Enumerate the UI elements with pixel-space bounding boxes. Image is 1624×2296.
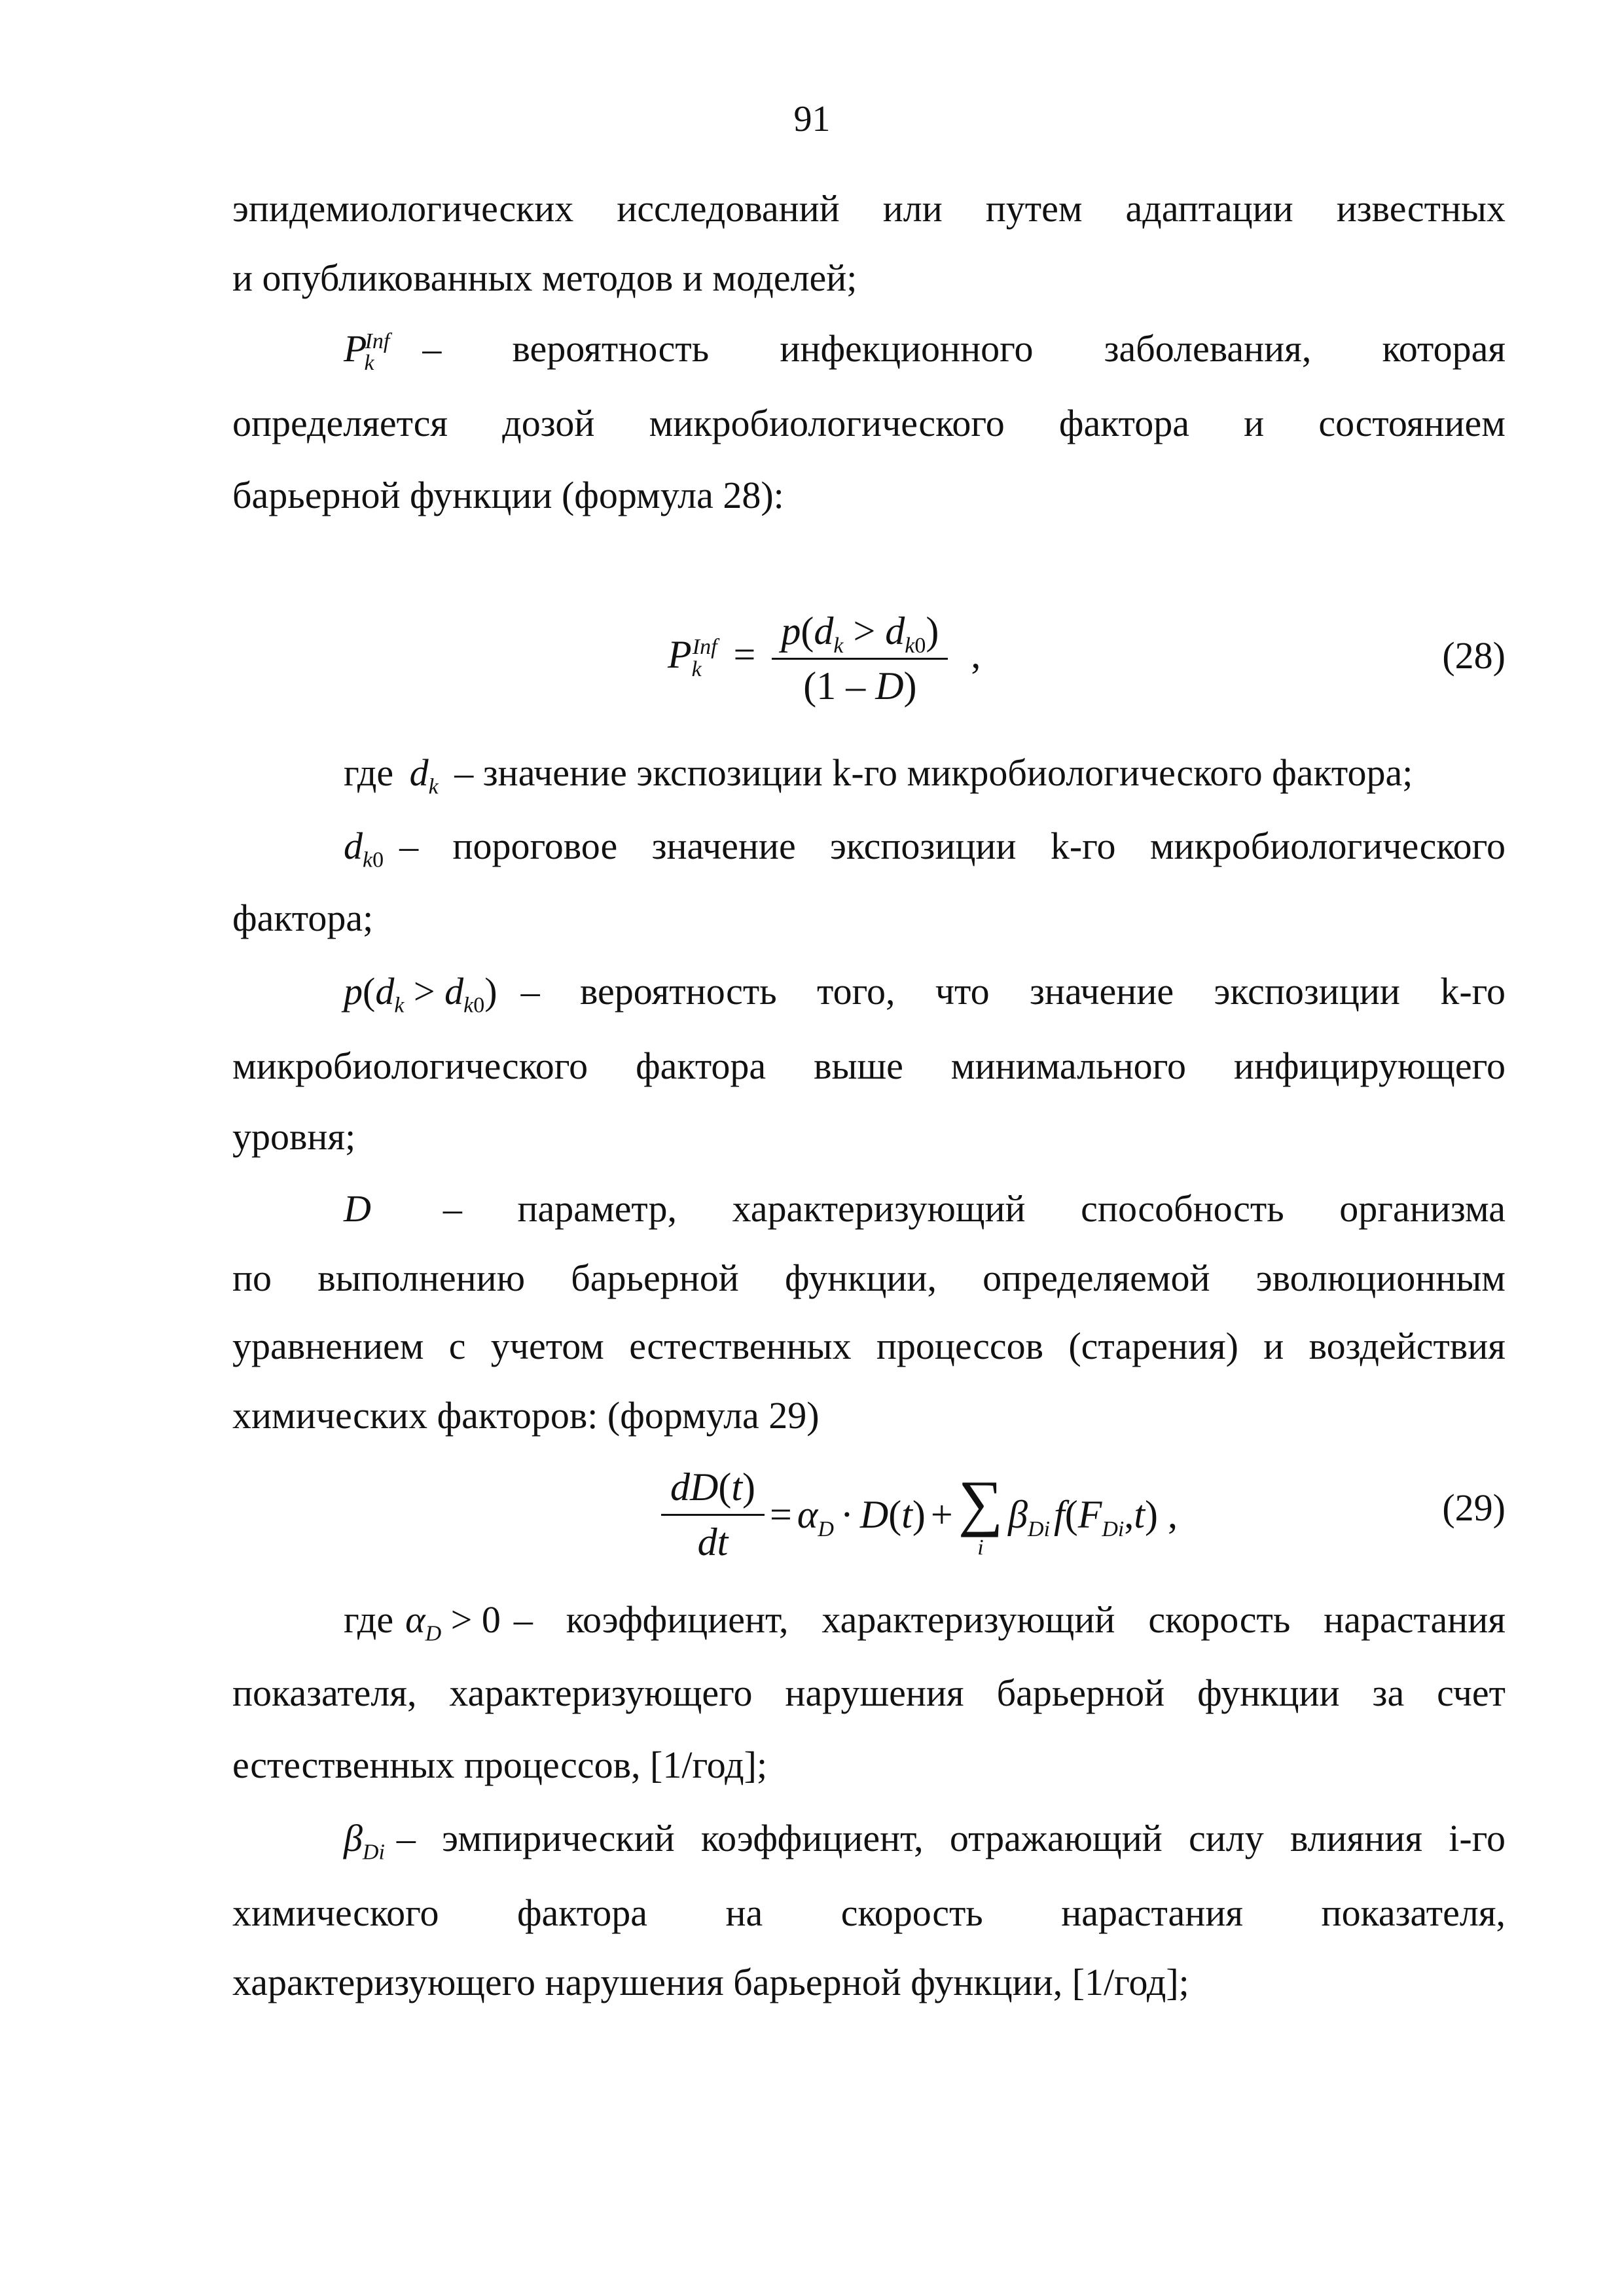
text-line: уравнением с учетом естественных процессов (старения) и воздействия	[232, 1325, 1506, 1367]
definition-dk0	[344, 809, 1506, 884]
symbol-dk0: $d_{k0}$	[344, 825, 384, 872]
text-line: определяется дозой микробиологического фактора и состоянием	[232, 402, 1506, 444]
text-line: естественных процессов, [1/год];	[232, 1744, 768, 1786]
symbol-pk-inf: $P_k^{Inf}$	[344, 327, 390, 375]
text-line: барьерной функции (формула 28):	[232, 474, 784, 516]
formula-28-number: (28)	[1442, 634, 1506, 677]
symbol-probability: $p(d_k > d_{k0})$	[344, 970, 497, 1018]
sum-symbol: ∑ i	[958, 1467, 1003, 1560]
text-line: и опубликованных методов и моделей;	[232, 257, 857, 299]
text-line: химических факторов: (формула 29)	[232, 1394, 820, 1437]
text-line: – параметр, характеризующий способность организма	[442, 1187, 1506, 1230]
text-fragment: где	[344, 1598, 394, 1641]
text-line: по выполнению барьерной функции, определяемой эволюционным	[232, 1257, 1506, 1299]
definition-d	[344, 1172, 1506, 1246]
symbol-alpha: $\alpha_D > 0$	[405, 1598, 501, 1646]
text-line: – значение экспозиции k-го микробиологического фактора;	[454, 751, 1413, 794]
text-line: – пороговое значение экспозиции k-го микробиологического	[399, 825, 1506, 867]
definition-dk	[344, 736, 1506, 810]
text-line: микробиологического фактора выше минимального инфицирующего	[232, 1045, 1506, 1087]
formula-29: $\frac{dD(t)}{dt}$ = $\alpha_D$ · D ( t ) + ∑ i $\beta_{Di}$ f ( $F_{Di}$ , t ) ,	[661, 1465, 1178, 1565]
text-line: – вероятность инфекционного заболевания, которая	[422, 327, 1506, 370]
text-line: – коэффициент, характеризующий скорость нарастания	[513, 1598, 1506, 1641]
text-line: уровня;	[232, 1115, 356, 1158]
text-line: характеризующего нарушения барьерной функции, [1/год];	[232, 1961, 1189, 2003]
page-number: 91	[793, 99, 831, 139]
text-line: химического фактора на скорость нарастания показателя,	[232, 1892, 1506, 1934]
symbol-beta: $\beta_{Di}$	[344, 1817, 385, 1865]
definition-alpha	[344, 1583, 1506, 1657]
symbol-d: D	[344, 1187, 371, 1230]
text-line: эпидемиологических исследований или путем адаптации известных	[232, 187, 1506, 230]
text-line: – вероятность того, что значение экспозиции k-го	[520, 970, 1506, 1013]
definition-pk	[344, 312, 1506, 386]
symbol-dk: $d_k$	[409, 751, 439, 799]
formula-29-number: (29)	[1442, 1486, 1506, 1529]
text-line: показателя, характеризующего нарушения барьерной функции за счет	[232, 1672, 1506, 1714]
definition-beta	[344, 1801, 1506, 1876]
text-fragment: где	[344, 751, 394, 794]
formula-28: $P_k^{Inf}$ = $\frac{p(d_k > d_{k0})}{(1 - D)}$ ,	[668, 609, 981, 708]
text-line: – эмпирический коэффициент, отражающий силу влияния i-го	[396, 1817, 1506, 1859]
text-line: фактора;	[232, 897, 374, 939]
definition-probability	[344, 954, 1506, 1029]
